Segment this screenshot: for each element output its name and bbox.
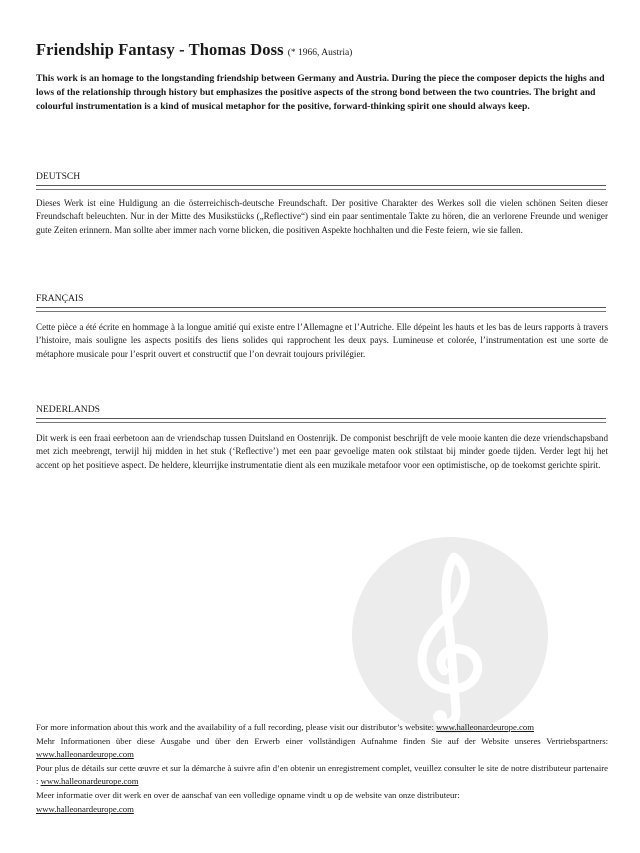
section-text-nederlands: Dit werk is een fraai eerbetoon aan de vriendschap tussen Duitsland en Oostenrijk. De componist beschrijft de vele mooie kanten die deze vriendschapsband met zich meebrengt, terwijl hij midden in het stuk (‘Reflective’) met een paar gevoelige maten ook stilstaat bij minder goede tijden. Verder legt hij het accent op het positieve aspect. De heldere, kleurrijke instrumentatie dient als een muzikale metafoor voor een optimistische, op de toekomst gerichte spirit. xyxy=(36,433,608,470)
title-line xyxy=(36,40,616,60)
footer-text-fr: Pour plus de détails sur cette œuvre et sur la démarche à suivre afin d’en obtenir un enregistrement complet, veuillez consulter le site de notre distributeur partenaire : xyxy=(36,762,608,787)
section-text-deutsch: Dieses Werk ist eine Huldigung an die österreichisch-deutsche Freundschaft. Der positive Charakter des Werkes soll die vielen schönen Seiten dieser Freundschaft beleuchten. Nur in der Mitte des Musikstücks („Reflective“) sind ein paar sentimentale Takte zu hören, die an verlorene Freunde und weniger gute Zeiten erinnern. Man sollte aber immer nach vorne blicken, die positiven Aspekte hochhalten und die Feste feiern, wie sie fallen. xyxy=(36,198,608,235)
footer-line-fr xyxy=(36,762,608,789)
footer-line-nl xyxy=(36,789,608,816)
distributor-link-fr[interactable]: www.halleonardeurope.com xyxy=(40,776,139,787)
page-title: Friendship Fantasy - Thomas Doss xyxy=(36,40,284,59)
distributor-link-nl[interactable]: www.halleonardeurope.com xyxy=(36,803,134,814)
footer-line-en xyxy=(36,721,608,735)
section-text-francais: Cette pièce a été écrite en hommage à la longue amitié qui existe entre l’Allemagne et l’Autriche. Elle dépeint les hauts et les bas de leurs rapports à travers l’histoire, mais souligne les aspects positifs des liens solides qui rapprochent les deux pays. Lumineuse et colorée, l’instrumentation est une sorte de métaphore musicale pour l’esprit ouvert et constructif que l’on devrait toujours privilégier. xyxy=(36,322,608,359)
footer xyxy=(36,721,608,816)
footer-text-de: Mehr Informationen über diese Ausgabe und über den Erwerb einer vollständigen Aufnahme finden Sie auf der Website unseres Vertriebspartners: xyxy=(36,735,608,746)
distributor-link-en[interactable]: www.halleonardeurope.com xyxy=(436,722,534,732)
section-heading-deutsch: DEUTSCH xyxy=(36,171,606,186)
footer-text-nl: Meer informatie over dit werk en over de aanschaf van een volledige opname vindt u op de website van onze distributeur: xyxy=(36,789,460,800)
footer-line-de xyxy=(36,735,608,762)
footer-text-en: For more information about this work and the availability of a full recording, please visit our distributor’s website: xyxy=(36,722,434,732)
distributor-link-de[interactable]: www.halleonardeurope.com xyxy=(36,749,134,760)
section-heading-francais: FRANÇAIS xyxy=(36,293,606,308)
intro-paragraph: This work is an homage to the longstanding friendship between Germany and Austria. During the piece the composer depicts the highs and lows of the relationship through history but emphasizes the positive aspects of the strong bond between the two countries. The bright and colourful instrumentation is a kind of musical metaphor for the positive, forward-thinking spirit one should always keep. xyxy=(36,73,605,112)
section-heading-nederlands: NEDERLANDS xyxy=(36,404,606,419)
treble-clef-icon xyxy=(350,535,550,735)
composer-origin: (* 1966, Austria) xyxy=(287,48,353,58)
